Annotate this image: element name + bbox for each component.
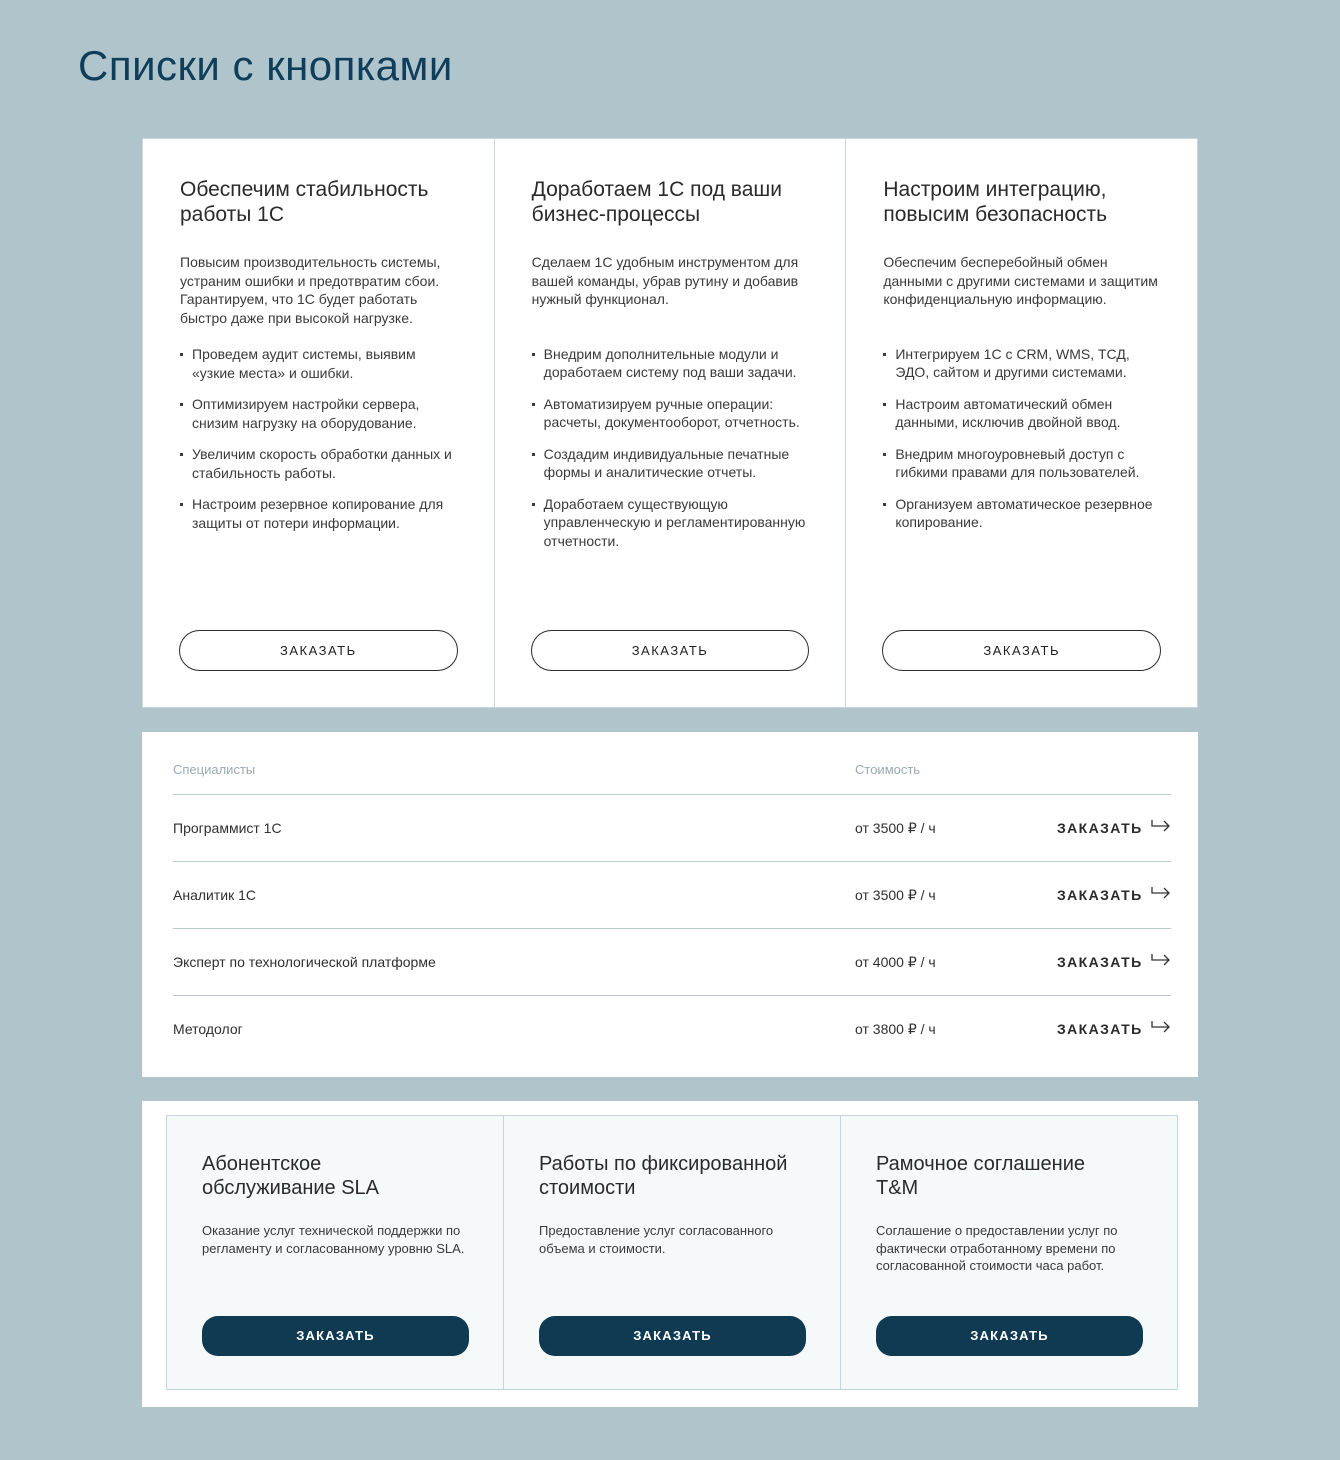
specialist-name: Эксперт по технологической платформе <box>173 954 436 970</box>
card-bullet-list <box>883 345 1161 532</box>
plan-title: Рамочное соглашение T&M <box>876 1153 1086 1199</box>
specialist-name: Методолог <box>173 1021 243 1037</box>
order-button[interactable]: ЗАКАЗАТЬ <box>882 630 1161 671</box>
service-card <box>143 139 495 707</box>
list-item: Настроим автоматический обмен данными, исключив двойной ввод. <box>883 395 1161 432</box>
specialist-price: от 3500 ₽ / ч <box>855 820 936 836</box>
specialists-table <box>142 732 1198 1077</box>
specialist-price: от 3500 ₽ / ч <box>855 887 936 903</box>
list-item: Автоматизируем ручные операции: расчеты, документооборот, отчетность. <box>532 395 810 432</box>
plan-description: Оказание услуг технической поддержки по регламенту и согласованному уровню SLA. <box>202 1223 465 1256</box>
order-link[interactable]: ЗАКАЗАТЬ <box>1057 820 1143 836</box>
list-item: Увеличим скорость обработки данных и стабильность работы. <box>180 445 458 482</box>
arrow-right-icon[interactable] <box>1151 819 1171 833</box>
order-link[interactable]: ЗАКАЗАТЬ <box>1057 1021 1143 1037</box>
list-item: Создадим индивидуальные печатные формы и аналитические отчеты. <box>532 445 810 482</box>
plan-title: Абонентское обслуживание SLA <box>202 1153 380 1199</box>
order-button[interactable]: ЗАКАЗАТЬ <box>539 1316 806 1356</box>
order-button[interactable]: ЗАКАЗАТЬ <box>531 630 810 671</box>
plans-grid <box>166 1115 1178 1390</box>
order-link[interactable]: ЗАКАЗАТЬ <box>1057 954 1143 970</box>
card-description: Обеспечим бесперебойный обмен данными с другими системами и защитим конфиденциальную информацию. <box>883 254 1158 307</box>
list-item: Проведем аудит системы, выявим «узкие места» и ошибки. <box>180 345 458 382</box>
plan-card <box>841 1116 1177 1389</box>
list-item: Оптимизируем настройки сервера, снизим нагрузку на оборудование. <box>180 395 458 432</box>
plan-title: Работы по фиксированной стоимости <box>539 1153 788 1199</box>
card-bullet-list <box>180 345 458 532</box>
arrow-right-icon[interactable] <box>1151 886 1171 900</box>
specialist-price: от 4000 ₽ / ч <box>855 954 936 970</box>
list-item: Внедрим многоуровневый доступ с гибкими правами для пользователей. <box>883 445 1161 482</box>
arrow-right-icon[interactable] <box>1151 1020 1171 1034</box>
order-button[interactable]: ЗАКАЗАТЬ <box>202 1316 469 1356</box>
table-row <box>173 929 1171 996</box>
list-item: Интегрируем 1С с CRM, WMS, ТСД, ЭДО, сайтом и другими системами. <box>883 345 1161 382</box>
column-header-cost: Стоимость <box>855 762 921 777</box>
page-title: Списки с кнопками <box>78 42 453 89</box>
order-button[interactable]: ЗАКАЗАТЬ <box>876 1316 1143 1356</box>
table-row <box>173 996 1171 1063</box>
specialist-name: Аналитик 1С <box>173 887 256 903</box>
list-item: Внедрим дополнительные модули и доработаем систему под ваши задачи. <box>532 345 810 382</box>
order-link[interactable]: ЗАКАЗАТЬ <box>1057 887 1143 903</box>
plan-description: Предоставление услуг согласованного объема и стоимости. <box>539 1223 774 1256</box>
service-card <box>846 139 1197 707</box>
list-item: Доработаем существующую управленческую и регламентированную отчетности. <box>532 495 810 551</box>
plans-section <box>142 1101 1198 1407</box>
list-item: Организуем автоматическое резервное копирование. <box>883 495 1161 532</box>
column-header-specialists: Специалисты <box>173 762 256 777</box>
card-title: Обеспечим стабильность работы 1С <box>180 178 429 226</box>
plan-description: Соглашение о предоставлении услуг по фактически отработанному времени по согласованной стоимости часа работ. <box>876 1223 1118 1273</box>
card-title: Настроим интеграцию, повысим безопасность <box>883 178 1108 226</box>
table-row <box>173 862 1171 929</box>
order-button[interactable]: ЗАКАЗАТЬ <box>179 630 458 671</box>
card-description: Сделаем 1С удобным инструментом для вашей команды, убрав рутину и добавив нужный функционал. <box>531 254 799 307</box>
plan-card <box>167 1116 504 1389</box>
card-description: Повысим производительность системы, устраним ошибки и предотвратим сбои. Гарантируем, что 1С будет работать быстро даже при высокой нагрузке. <box>180 254 441 326</box>
table-row <box>173 795 1171 862</box>
service-cards <box>142 138 1198 708</box>
arrow-right-icon[interactable] <box>1151 953 1171 967</box>
specialist-price: от 3800 ₽ / ч <box>855 1021 936 1037</box>
service-card <box>495 139 847 707</box>
card-bullet-list <box>532 345 810 551</box>
list-item: Настроим резервное копирование для защиты от потери информации. <box>180 495 458 532</box>
specialist-name: Программист 1С <box>173 820 282 836</box>
plan-card <box>504 1116 841 1389</box>
card-title: Доработаем 1С под ваши бизнес-процессы <box>531 178 782 226</box>
table-header <box>173 732 1171 795</box>
